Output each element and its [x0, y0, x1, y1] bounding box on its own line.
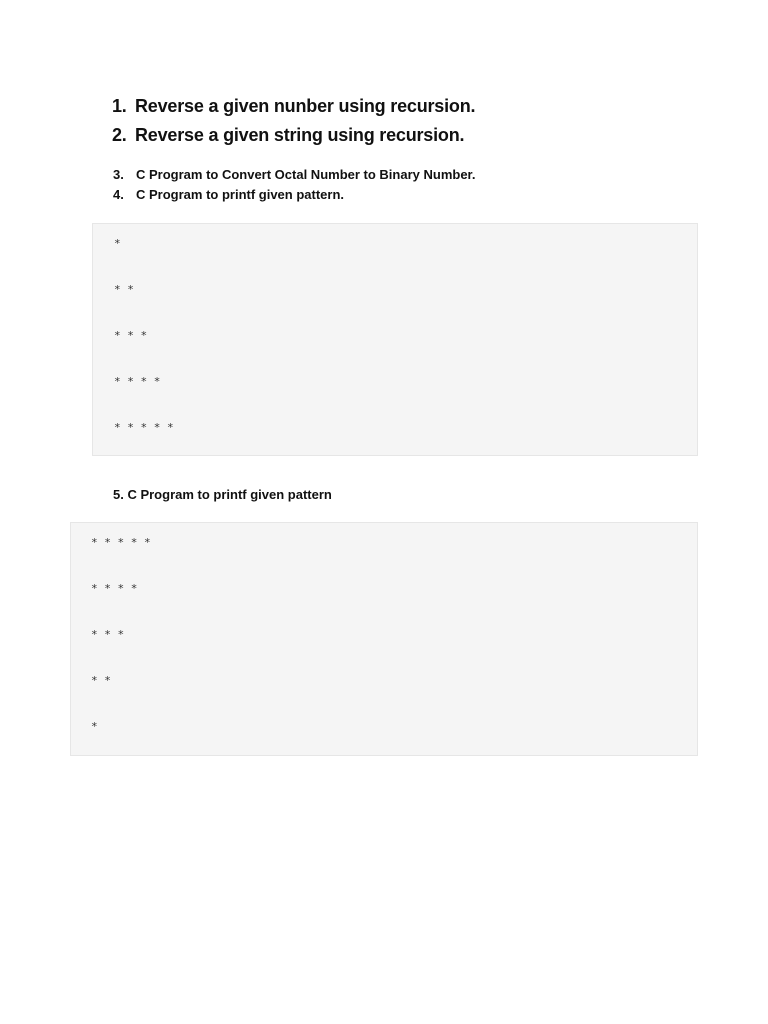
pattern-line: *	[91, 720, 98, 733]
pattern-line: * * * *	[114, 375, 161, 388]
question-number: 4.	[113, 187, 124, 202]
question-number: 1.	[112, 96, 127, 116]
question-text: C Program to printf given pattern.	[136, 187, 345, 202]
question-2	[112, 121, 475, 150]
question-text: Reverse a given string using recursion.	[135, 125, 465, 145]
pattern-line: * *	[114, 283, 134, 296]
pattern-line: *	[114, 237, 121, 250]
pattern-line: * *	[91, 674, 111, 687]
question-list-small	[113, 165, 476, 205]
pattern-box-ascending	[92, 223, 698, 456]
pattern-box-descending	[70, 522, 698, 756]
question-number: 2.	[112, 125, 127, 145]
pattern-line: * * *	[91, 628, 125, 641]
pattern-line: * * * * *	[91, 536, 151, 549]
question-text: Reverse a given nunber using recursion.	[135, 96, 476, 116]
question-3	[113, 165, 476, 185]
question-list-large	[112, 92, 475, 150]
question-4	[113, 185, 476, 205]
question-5: 5. C Program to printf given pattern	[113, 487, 332, 502]
question-number: 3.	[113, 167, 124, 182]
pattern-line: * * * * *	[114, 421, 174, 434]
pattern-line: * * * *	[91, 582, 138, 595]
pattern-line: * * *	[114, 329, 148, 342]
question-1	[112, 92, 475, 121]
question-text: C Program to Convert Octal Number to Binary Number.	[136, 167, 476, 182]
